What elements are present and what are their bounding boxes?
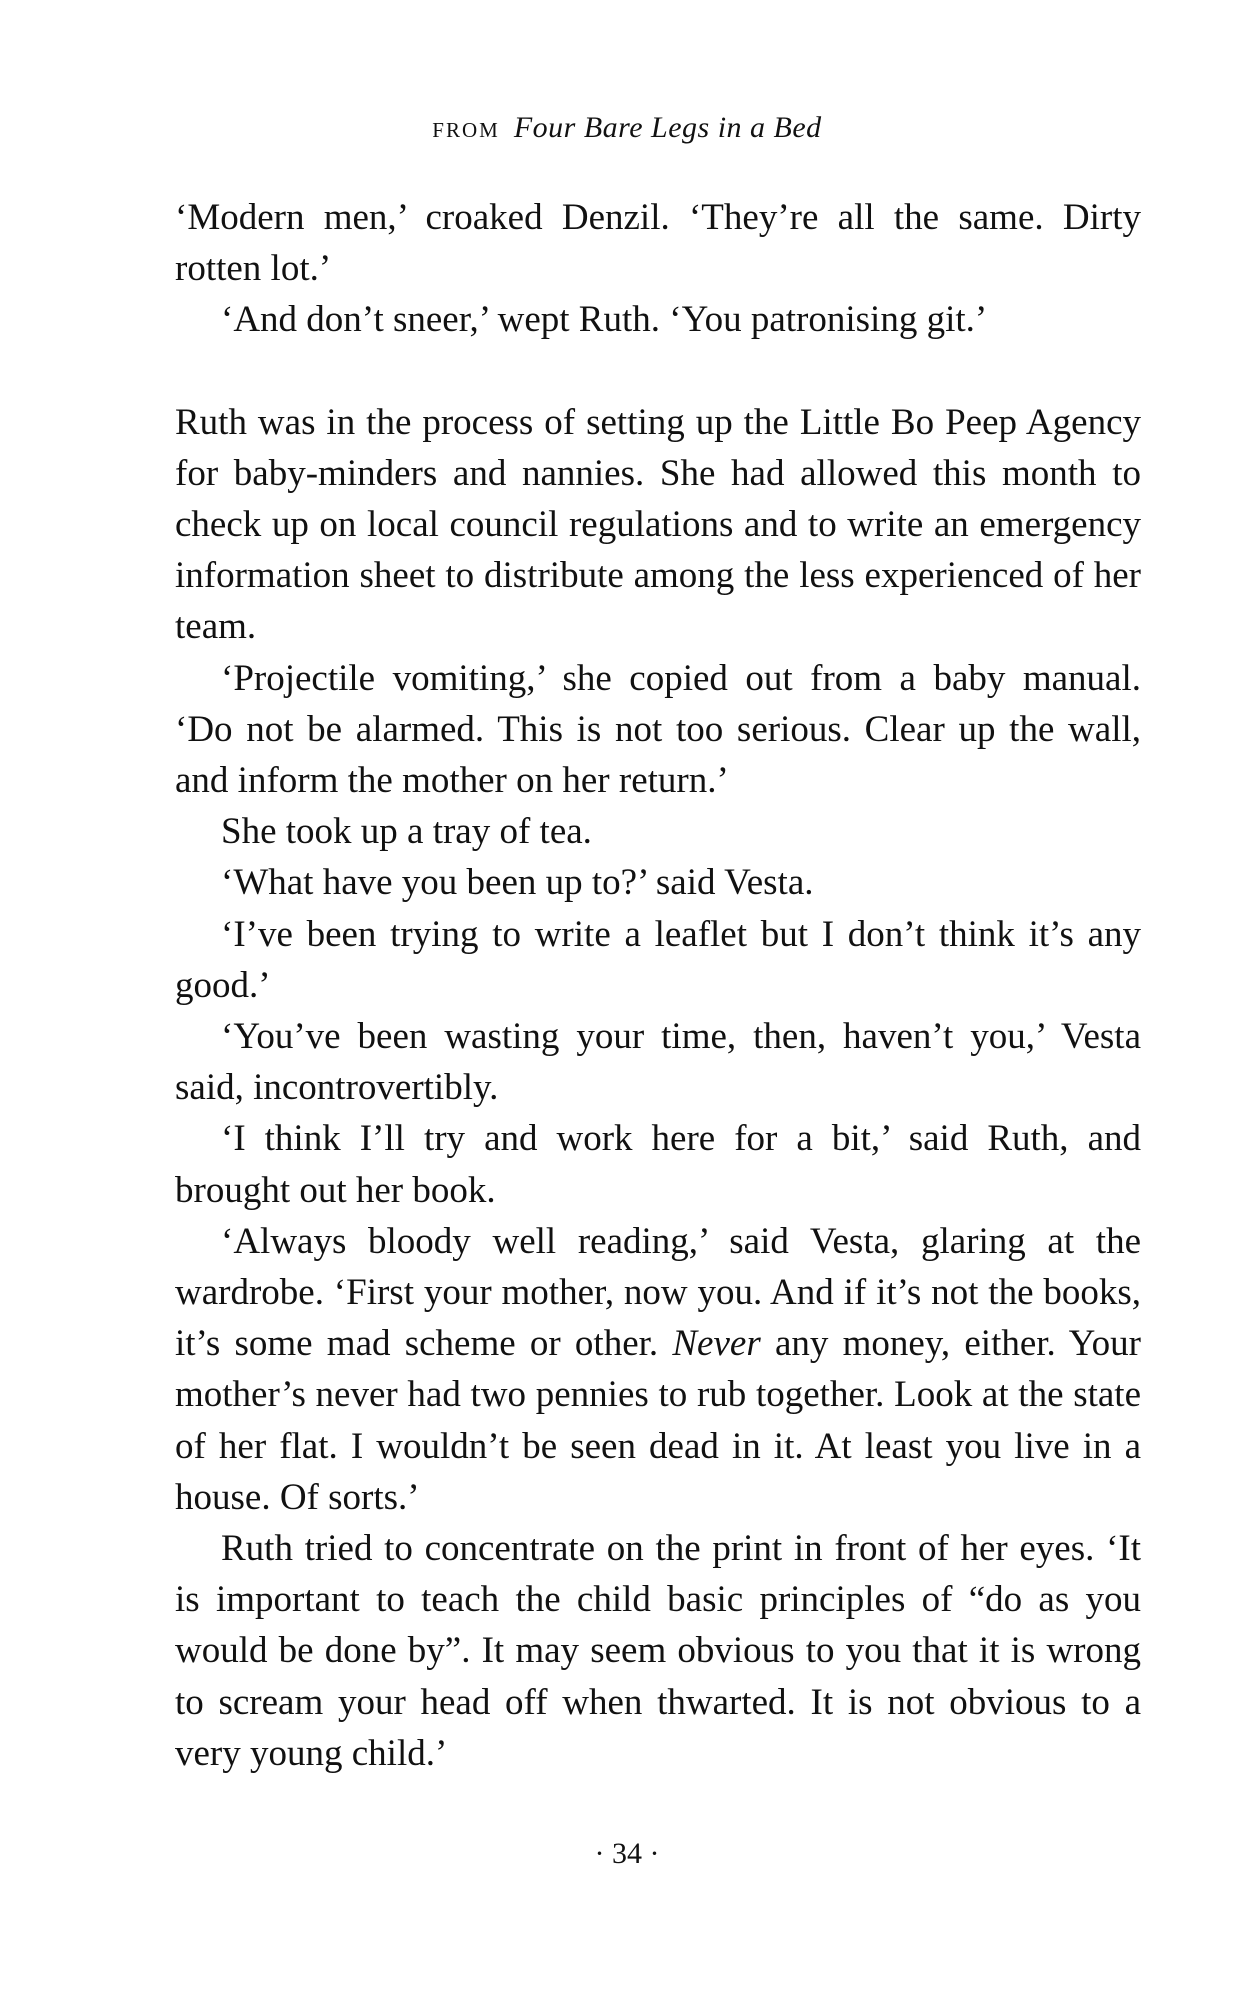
paragraph-text: ‘What have you been up to?’ said Vesta. [221, 862, 814, 904]
paragraph-text: ‘I think I’ll try and work here for a bit,’ said Ruth, and brought out her book. [175, 1118, 1141, 1211]
paragraph [175, 1113, 1141, 1215]
page-number: · 34 · [594, 1837, 660, 1870]
paragraph-text: ‘I’ve been trying to write a leaflet but I don’t think it’s any good.’ [175, 913, 1141, 1006]
paragraph-text: Ruth was in the process of setting up the Little Bo Peep Agency for baby-minders and nannies. She had allowed this month to check up on local council regulations and to write an emergency information sheet to distribute among the less experienced of her team. [175, 401, 1141, 648]
paragraph-text: Ruth tried to concentrate on the print in front of her eyes. ‘It is important to teach the child basic principles of “do as you would be done by”. It may seem obvious to you that it is wrong to scream your head off when thwarted. It is not obvious to a very young child.’ [175, 1528, 1141, 1774]
paragraph [175, 909, 1141, 1011]
paragraph-text: ‘Modern men,’ croaked Denzil. ‘They’re all the same. Dirty rotten lot.’ [175, 197, 1141, 290]
paragraph-text: ‘Projectile vomiting,’ she copied out from a baby manual. ‘Do not be alarmed. This is not too serious. Clear up the wall, and inform the mother on her return.’ [175, 657, 1141, 802]
paragraph [175, 806, 1141, 857]
paragraph-text: ‘You’ve been wasting your time, then, haven’t you,’ Vesta said, incontrovertibly. [175, 1016, 1141, 1109]
body-text [175, 192, 1141, 1779]
paragraph [175, 1216, 1141, 1523]
paragraph [175, 653, 1141, 807]
paragraph [175, 1011, 1141, 1113]
paragraph-text: She took up a tray of tea. [221, 811, 592, 853]
paragraph-text: ‘Always bloody well reading,’ said Vesta, glaring at the wardrobe. ‘First your mother, now you. And if it’s not the books, it’s some mad scheme or other. [175, 1220, 1141, 1365]
running-head [0, 108, 1254, 150]
paragraph [175, 397, 1141, 653]
running-head-prefix: FROM [432, 118, 500, 142]
paragraph-text: ‘And don’t sneer,’ wept Ruth. ‘You patronising git.’ [221, 299, 988, 341]
running-head-book-title: Four Bare Legs in a Bed [513, 111, 822, 144]
paragraph [175, 294, 1141, 345]
paragraph-text: any money, either. Your mother’s never had two pennies to rub together. Look at the state of her flat. I wouldn’t be seen dead in it. At least you live in a house. Of sorts.’ [175, 1323, 1141, 1518]
paragraph [175, 857, 1141, 908]
paragraph [175, 1523, 1141, 1779]
paragraph [175, 192, 1141, 294]
emphasis: Never [672, 1323, 761, 1365]
